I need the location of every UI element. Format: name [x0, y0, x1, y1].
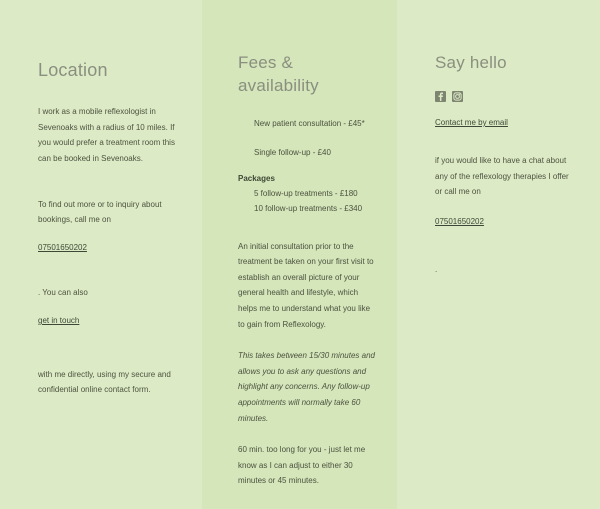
spacer	[38, 183, 180, 197]
location-heading: Location	[38, 60, 108, 80]
package-item-5: 5 follow-up treatments - £180	[254, 189, 358, 199]
social-links	[435, 91, 578, 102]
spacer	[435, 243, 578, 265]
fees-paragraph-2-italic: This takes between 15/30 minutes and allows you to ask any questions and highlight any concerns. Any follow-up appointments will normally take 60 minutes.	[238, 351, 375, 423]
location-phone-line	[38, 240, 180, 256]
location-get-in-touch-line	[38, 313, 180, 329]
column-location	[0, 0, 202, 509]
phone-link-say-hello[interactable]: 07501650202	[435, 216, 484, 226]
fees-heading: Fees & availability	[238, 53, 319, 95]
contact-by-email-link[interactable]: Contact me by email	[435, 117, 508, 127]
phone-link-location[interactable]: 07501650202	[38, 242, 87, 252]
location-paragraph-4: with me directly, using my secure and confidential online contact form.	[38, 369, 171, 395]
column-fees	[202, 0, 397, 509]
spacer	[38, 345, 180, 367]
packages-label: Packages	[238, 174, 275, 184]
location-also-text: . You can also	[38, 288, 88, 298]
column-say-hello	[397, 0, 600, 509]
location-contact-intro: To find out more or to inquiry about bookings, call me on	[38, 199, 162, 225]
say-hello-paragraph: if you would like to have a chat about any of the reflexology therapies I offer or call me on	[435, 155, 569, 197]
say-hello-heading: Say hello	[435, 53, 507, 72]
trailing-dot: .	[435, 265, 438, 275]
facebook-icon[interactable]	[435, 91, 446, 102]
spacer	[238, 217, 377, 239]
package-item-10: 10 follow-up treatments - £340	[254, 204, 363, 214]
fees-paragraph-1: An initial consultation prior to the treatment be taken on your first visit to establish an overall picture of your general health and lifestyle, which helps me to understand what you like to gain from Reflexology.	[238, 241, 374, 329]
say-hello-phone-line	[435, 214, 578, 230]
get-in-touch-link[interactable]: get in touch	[38, 316, 80, 326]
instagram-icon[interactable]	[452, 91, 463, 102]
fee-single-followup: Single follow-up - £40	[254, 148, 331, 158]
fee-new-patient: New patient consultation - £45*	[254, 118, 365, 128]
fees-paragraph-3: 60 min. too long for you - just let me know as I can adjust to either 30 minutes or 45 minutes.	[238, 445, 366, 486]
spacer	[38, 271, 180, 285]
location-paragraph-1: I work as a mobile reflexologist in Sevenoaks with a radius of 10 miles. If you would prefer a treatment room this can be booked in Sevenoaks.	[38, 107, 175, 164]
